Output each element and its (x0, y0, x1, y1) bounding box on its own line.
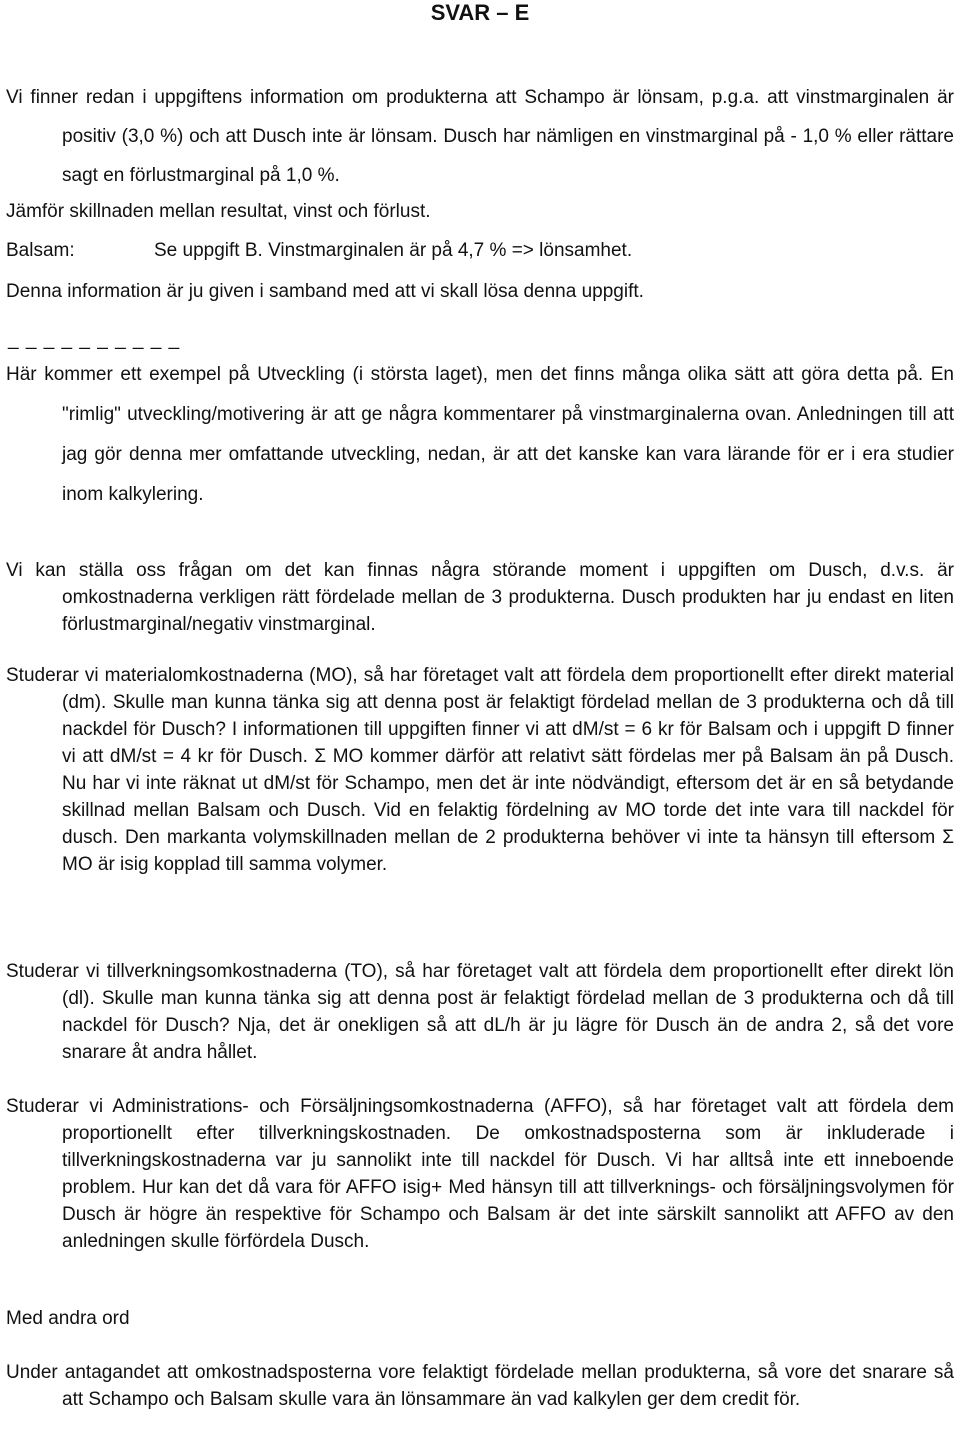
paragraph-tillverkningsomkostnader: Studerar vi tillverkningsomkostnaderna (TO), så har företaget valt att fördela dem proportionellt efter direkt lön (dl). Skulle man kunna tänka sig att denna post är felaktigt fördelad mellan de 3 produkterna och då till nackdel för Dusch? Nja, det är onekligen så att dL/h är ju lägre för Dusch än de andra 2, så det vore snarare åt andra hållet. (6, 961, 954, 1063)
balsam-text: Se uppgift B. Vinstmarginalen är på 4,7 % => lönsamhet. (154, 240, 633, 261)
paragraph-materialomkostnader: Studerar vi materialomkostnaderna (MO), så har företaget valt att fördela dem proportionellt efter direkt material (dm). Skulle man kunna tänka sig att denna post är felaktigt fördelad mellan de 3 produkterna och då till nackdel för Dusch? I informationen till uppgiften finner vi att dM/st = 6 kr för Balsam och i uppgift D finner vi att dM/st = 4 kr för Dusch. Σ MO kommer därför att relativt sätt fördelas mer på Balsam än på Dusch. Nu har vi inte räknat ut dM/st för Schampo, men det är inte nödvändigt, eftersom det är en så betydande skillnad mellan Balsam och Dusch. Vid en felaktig fördelning av MO torde det inte vara till nackdel för dusch. Den markanta volymskillnaden mellan de 2 produkterna behöver vi inte ta hänsyn till eftersom Σ MO är isig kopplad till samma volymer. (6, 665, 954, 875)
paragraph-conclusion: Under antagandet att omkostnadsposterna vore felaktigt fördelade mellan produkterna, så vore det snarare så att Schampo och Balsam skulle vara än lönsammare än vad kalkylen ger dem credit för. (6, 1362, 954, 1410)
paragraph-affo: Studerar vi Administrations- och Försäljningsomkostnaderna (AFFO), så har företaget valt att fördela dem proportionellt efter tillverkningskostnaden. De omkostnadsposterna som är inkluderade i tillverkningskostnaderna var ju sannolikt inte till nackdel för Dusch. Vi har alltså inte ett inneboende problem. Hur kan det då vara för AFFO isig+ Med hänsyn till att tillverknings- och försäljningsvolymen för Dusch är högre än respektive för Schampo och Balsam är det inte särskilt sannolikt att AFFO av den anledningen skulle förfördela Dusch. (6, 1096, 954, 1252)
paragraph-intro: Vi finner redan i uppgiftens information om produkterna att Schampo är lönsam, p.g.a. att vinstmarginalen är positiv (3,0 %) och att Dusch inte är lönsam. Dusch har nämligen en vinstmarginal på - 1,0 % eller rättare sagt en förlustmarginal på 1,0 %. (6, 87, 954, 186)
balsam-line (6, 238, 954, 264)
paragraph-question: Vi kan ställa oss frågan om det kan finnas några störande moment i uppgiften om Dusch, d.v.s. är omkostnaderna verkligen rätt fördelade mellan de 3 produkterna. Dusch produkten har ju endast en liten förlustmarginal/negativ vinstmarginal. (6, 560, 954, 635)
balsam-label: Balsam: (6, 240, 75, 261)
paragraph-med-andra-ord: Med andra ord (6, 1308, 130, 1329)
paragraph-compare: Jämför skillnaden mellan resultat, vinst och förlust. (6, 201, 431, 222)
paragraph-given-info: Denna information är ju given i samband med att vi skall lösa denna uppgift. (6, 281, 644, 302)
paragraph-example: Här kommer ett exempel på Utveckling (i största laget), men det finns många olika sätt att göra detta på. En "rimlig" utveckling/motivering är att ge några kommentarer på vinstmarginalerna ovan. Anledningen till att jag gör denna mer omfattande utveckling, nedan, är att det kanske kan vara lärande för er i era studier inom kalkylering. (6, 364, 954, 505)
separator-dashes: _ _ _ _ _ _ _ _ _ _ (8, 329, 181, 350)
page-title: SVAR – E (430, 0, 530, 25)
